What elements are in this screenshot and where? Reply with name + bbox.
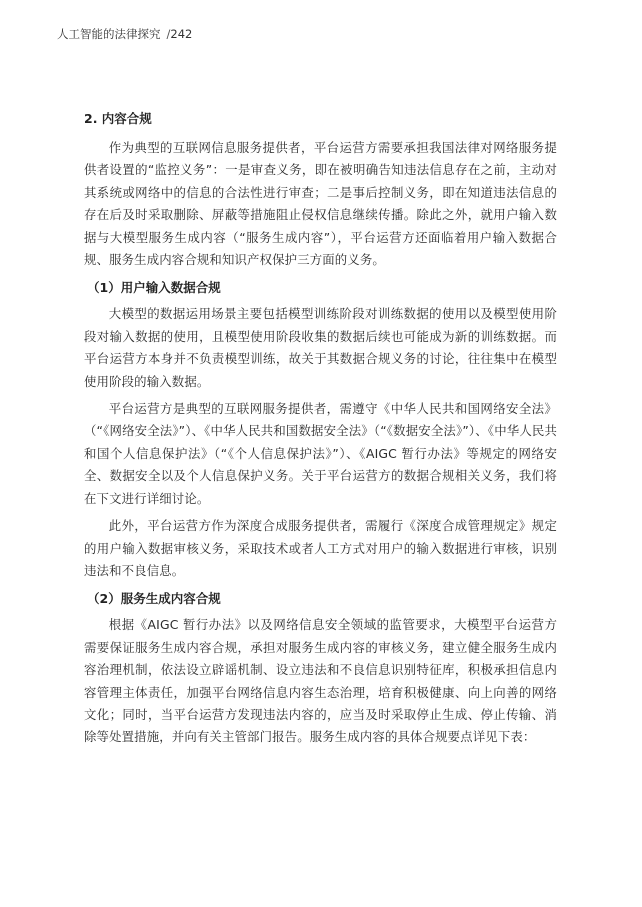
- book-title: 人工智能的法律探究: [57, 27, 161, 41]
- paragraph: 大模型的数据运用场景主要包括模型训练阶段对训练数据的使用以及模型使用阶段对输入数据的使用，且模型使用阶段收集的数据后续也可能成为新的训练数据。而平台运营方本身并不负责模型训练，故关于其数据合规义务的讨论，往往集中在模型使用阶段的输入数据。: [84, 306, 557, 389]
- paragraph: 平台运营方是典型的互联网服务提供者，需遵守《中华人民共和国网络安全法》（“《网络安全法》”）、《中华人民共和国数据安全法》（“《数据安全法》”）、《中华人民共和国个人信息保护法》（“《个人信息保护法》”）、《AIGC 暂行办法》等规定的网络安全、数据安全以及个人信息保护义务。关于平台运营方的数据合规相关义务，我们将在下文进行详细讨论。: [84, 401, 557, 506]
- section-intro-paragraph: 作为典型的互联网信息服务提供者，平台运营方需要承担我国法律对网络服务提供者设置的“监控义务”：一是审查义务，即在被明确告知违法信息存在之前，主动对其系统或网络中的信息的合法性进行审查；二是事后控制义务，即在知道违法信息的存在后及时采取删除、屏蔽等措施阻止侵权信息继续传播。除此之外，就用户输入数据与大模型服务生成内容（“服务生成内容”），平台运营方还面临着用户输入数据合规、服务生成内容合规和知识产权保护三方面的义务。: [84, 140, 557, 268]
- subsection-heading-user-input: （1）用户输入数据合规: [87, 280, 221, 296]
- page-number: 242: [170, 27, 193, 41]
- running-header: [57, 26, 192, 42]
- page-body: [84, 107, 557, 749]
- paragraph: 此外，平台运营方作为深度合成服务提供者，需履行《深度合成管理规定》规定的用户输入数据审核义务，采取技术或者人工方式对用户的输入数据进行审核，识别违法和不良信息。: [84, 518, 557, 578]
- paragraph: 根据《AIGC 暂行办法》以及网络信息安全领域的监管要求，大模型平台运营方需要保证服务生成内容合规，承担对服务生成内容的审核义务，建立健全服务生成内容治理机制，依法设立辟谣机制、设立违法和不良信息识别特征库，积极承担信息内容管理主体责任，加强平台网络信息内容生态治理，培育积极健康、向上向善的网络文化；同时，当平台运营方发现违法内容的，应当及时采取停止生成、停止传输、消除等处置措施，并向有关主管部门报告。服务生成内容的具体合规要点详见下表：: [84, 617, 557, 745]
- subsection-heading-generated-content: （2）服务生成内容合规: [87, 591, 221, 607]
- page-number-separator: /: [166, 27, 171, 41]
- section-heading: 2. 内容合规: [84, 111, 152, 126]
